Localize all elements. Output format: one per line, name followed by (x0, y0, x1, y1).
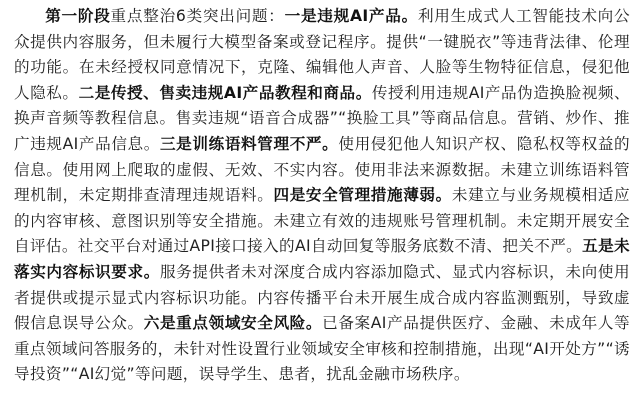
item-4-text: 未建立与业务规模相适应的内容审核、意图识别等安全措施。未建立有效的违规账号管理机制。未定期开展安全自评估。社交平台对通过API接口接入的AI自动回复等服务底数不清、把关不严。 (14, 186, 630, 256)
item-3-heading: 三是训练语料管理不严。 (159, 134, 339, 153)
item-1-heading: 一是违规AI产品。 (284, 7, 418, 25)
item-2-heading: 二是传授、售卖违规AI产品教程和商品。 (78, 83, 372, 102)
body-paragraph (14, 4, 630, 388)
item-3-text: 使用侵犯他人知识产权、隐私权等权益的信息。使用网上爬取的虚假、无效、不实内容。使用非法来源数据。未建立训练语料管理机制，未定期排查清理违规语料。 (14, 134, 630, 205)
intro-text: 重点整治6类突出问题： (110, 7, 285, 25)
item-6-text: 已备案AI产品提供医疗、金融、未成年人等重点领域问答服务的，未针对性设置行业领域安全审核和控制措施，出现“AI开处方”“诱导投资”“AI幻觉”等问题，误导学生、患者，扰乱金融市场秩序。 (14, 314, 630, 384)
item-2-text: 传授利用违规AI产品伪造换脸视频、换声音频等教程信息。售卖违规“语音合成器”“换脸工具”等商品信息。营销、炒作、推广违规AI产品信息。 (14, 83, 630, 153)
item-5-heading: 五是未落实内容标识要求。 (14, 237, 630, 281)
phase-heading: 第一阶段 (45, 7, 111, 25)
item-5-text: 服务提供者未对深度合成内容添加隐式、显式内容标识，未向使用者提供或提示显式内容标识功能。内容传播平台未开展生成合成内容监测甄别，导致虚假信息误导公众。 (14, 262, 630, 333)
item-4-heading: 四是安全管理措施薄弱。 (273, 186, 452, 205)
item-6-heading: 六是重点领域安全风险。 (143, 314, 323, 333)
item-1-text: 利用生成式人工智能技术向公众提供内容服务，但未履行大模型备案或登记程序。提供“一键脱衣”等违背法律、伦理的功能。在未经授权同意情况下，克隆、编辑他人声音、人脸等生物特征信息，侵犯他人隐私。 (14, 7, 630, 102)
